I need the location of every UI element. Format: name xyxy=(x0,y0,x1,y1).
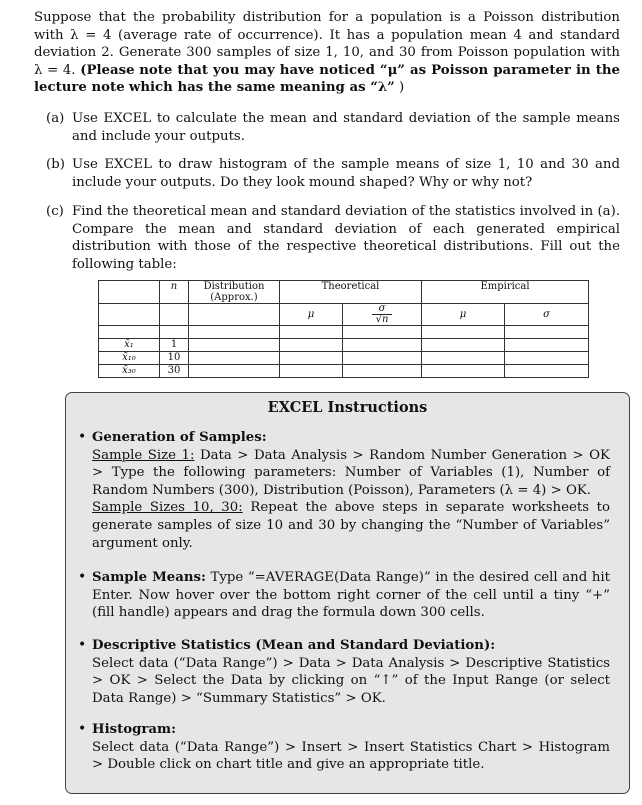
bullet-sample-means-head: Sample Means: xyxy=(92,570,206,585)
excel-instructions-box xyxy=(65,392,630,794)
intro-line2: λ = 4 (average rate of occurrence). It has a population mean 4 and standard deviation 2. xyxy=(34,27,620,61)
intro-line1: Suppose that the probability distribution for a population is a Poisson distribution with xyxy=(34,10,620,43)
table-subheader-row xyxy=(99,304,589,326)
table-row xyxy=(99,339,589,352)
intro-end: ) xyxy=(394,80,405,96)
sample-size-1-text: Data > Data Analysis > Random Number Generation > OK > Type the following parameters: Number of Variables (1), Number of Random Numbers (300), Distribution (Poisson), Parameters (λ = 4) > OK. xyxy=(92,447,610,498)
question-a-text: Use EXCEL to calculate the mean and standard deviation of the sample means and include your outputs. xyxy=(72,111,620,144)
results-table xyxy=(98,280,589,378)
bullet-dot-icon: • xyxy=(78,569,87,585)
bullet-descriptive-stats-text: Select data (“Data Range”) > Data > Data Analysis > Descriptive Statistics > OK > Select the Data by clicking on “↑” of the Input Range (or select Data Range) > “Summary Statistics” > OK. xyxy=(92,655,610,706)
bullet-sample-means-text: Type “=AVERAGE(Data Range)” in the desired cell and hit Enter. Now hover over the bottom right corner of the cell until a tiny “+” (fill handle) appears and drag the formula down 300 cells. xyxy=(92,570,610,621)
bullet-descriptive-stats xyxy=(78,637,610,707)
bullet-dot-icon: • xyxy=(78,637,87,653)
question-b-label: (b) xyxy=(46,157,65,172)
table-row xyxy=(99,352,589,365)
row-stat: x̄₁ xyxy=(99,339,160,352)
row-stat: x̄₁₀ xyxy=(99,352,160,365)
intro-bold1: (Please xyxy=(80,62,135,78)
bullet-dot-icon: • xyxy=(78,429,87,445)
intro-paragraph xyxy=(34,9,620,97)
intro-line3: Generate 300 samples of size 1, 10, and 30 from Poisson population with λ = 4. xyxy=(34,45,620,78)
question-b-text: Use EXCEL to draw histogram of the sample means of size 1, 10 and 30 and include your outputs. Do they look mound shaped? Why or why not? xyxy=(72,157,620,190)
question-c-text: Find the theoretical mean and standard deviation of the statistics involved in (a). Compare the mean and standard deviation of each generated empirical distribution with those of the respective theoretical distributions. Fill out the following table: xyxy=(72,204,620,272)
theoretical-mu: μ xyxy=(280,304,343,326)
theoretical-sigma-over-sqrt-n xyxy=(343,304,422,326)
empirical-mu: μ xyxy=(422,304,505,326)
question-a xyxy=(46,110,620,145)
bullet-generation-head: Generation of Samples: xyxy=(92,430,267,445)
col-empirical-header: Empirical xyxy=(422,281,589,304)
bullet-sample-means xyxy=(78,569,610,622)
question-a-label: (a) xyxy=(46,111,65,126)
sample-size-1-label: Sample Size 1: xyxy=(92,447,195,463)
row-n: 10 xyxy=(160,352,189,365)
sample-sizes-10-30-text: Repeat the above steps in separate worksheets to generate samples of size 10 and 30 by changing the “Number of Variables” argument only. xyxy=(92,500,610,551)
table-row xyxy=(99,326,589,339)
intro-bold3: which has the same meaning as “λ” xyxy=(128,80,395,96)
table-header-row xyxy=(99,281,589,304)
bullet-histogram-text: Select data (“Data Range”) > Insert > Insert Statistics Chart > Histogram > Double click on chart title and give an appropriate title. xyxy=(92,739,610,773)
bullet-histogram xyxy=(78,721,610,774)
bullet-histogram-head: Histogram: xyxy=(92,722,177,737)
row-n: 30 xyxy=(160,365,189,378)
bullet-generation xyxy=(78,429,610,552)
sample-sizes-10-30-label: Sample Sizes 10, 30: xyxy=(92,500,243,516)
bullet-descriptive-stats-head: Descriptive Statistics (Mean and Standard Deviation): xyxy=(92,638,496,653)
row-n: 1 xyxy=(160,339,189,352)
sigma-numerator: σ xyxy=(372,304,392,315)
col-dist-header: Distribution (Approx.) xyxy=(189,281,280,304)
table-row xyxy=(99,365,589,378)
col-n-header: n xyxy=(160,281,189,304)
sqrt-n-denominator: √n xyxy=(375,314,389,325)
row-stat: x̄₃₀ xyxy=(99,365,160,378)
question-c xyxy=(46,203,620,273)
question-c-label: (c) xyxy=(46,204,64,219)
question-b xyxy=(46,156,620,191)
intro-bold2: note that you may have noticed “μ” as Poisson parameter in the lecture note xyxy=(34,62,621,96)
empirical-sigma: σ xyxy=(505,304,589,326)
box-title: EXCEL Instructions xyxy=(267,399,428,416)
col-theoretical-header: Theoretical xyxy=(280,281,422,304)
bullet-dot-icon: • xyxy=(78,721,87,737)
